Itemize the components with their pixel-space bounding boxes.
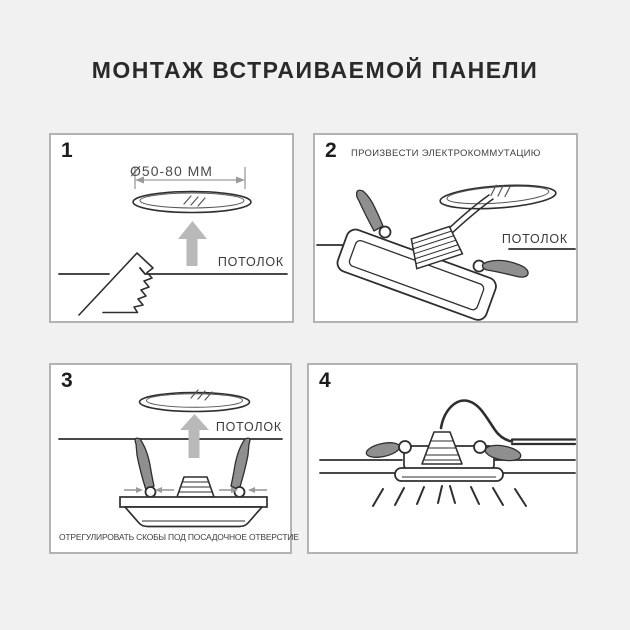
- ceiling-label: ПОТОЛОК: [217, 255, 284, 269]
- step-3-number: 3: [61, 369, 73, 392]
- ceiling-label: ПОТОЛОК: [501, 232, 568, 246]
- driver-block: [177, 477, 214, 497]
- diameter-label: Ø50-80 ММ: [130, 163, 213, 179]
- step-1-panel: [49, 133, 294, 323]
- page-title: МОНТАЖ ВСТРАИВАЕМОЙ ПАНЕЛИ: [91, 57, 539, 83]
- step-2-panel: [313, 133, 578, 323]
- supply-wire: [441, 401, 575, 444]
- ceiling-label: ПОТОЛОК: [215, 420, 282, 434]
- panel-flange: [395, 468, 503, 481]
- step-3-illustration: [51, 365, 290, 552]
- step-4-number: 4: [319, 369, 331, 392]
- step-2-number: 2: [325, 139, 337, 162]
- up-arrow: [180, 414, 209, 458]
- step-3-panel: [49, 363, 299, 554]
- up-arrow: [178, 221, 207, 266]
- panel-disc: [140, 390, 250, 412]
- step-3-caption: ОТРЕГУЛИРОВАТЬ СКОБЫ ПОД ПОСАДОЧНОЕ ОТВЕРСТИЕ: [59, 532, 299, 542]
- driver-block: [422, 432, 462, 464]
- step-1-number: 1: [61, 139, 73, 162]
- cutout-piece: [79, 253, 153, 315]
- step-2-illustration: [315, 135, 576, 321]
- light-rays: [373, 486, 526, 506]
- step-2-caption: ПРОИЗВЕСТИ ЭЛЕКТРОКОММУТАЦИЮ: [351, 148, 541, 159]
- panel-body: [120, 497, 267, 527]
- spring-right: [231, 438, 250, 497]
- step-4-panel: [307, 363, 578, 554]
- panel-disc: [133, 192, 251, 213]
- step-4-illustration: [309, 365, 576, 552]
- panel-disc: [439, 181, 556, 212]
